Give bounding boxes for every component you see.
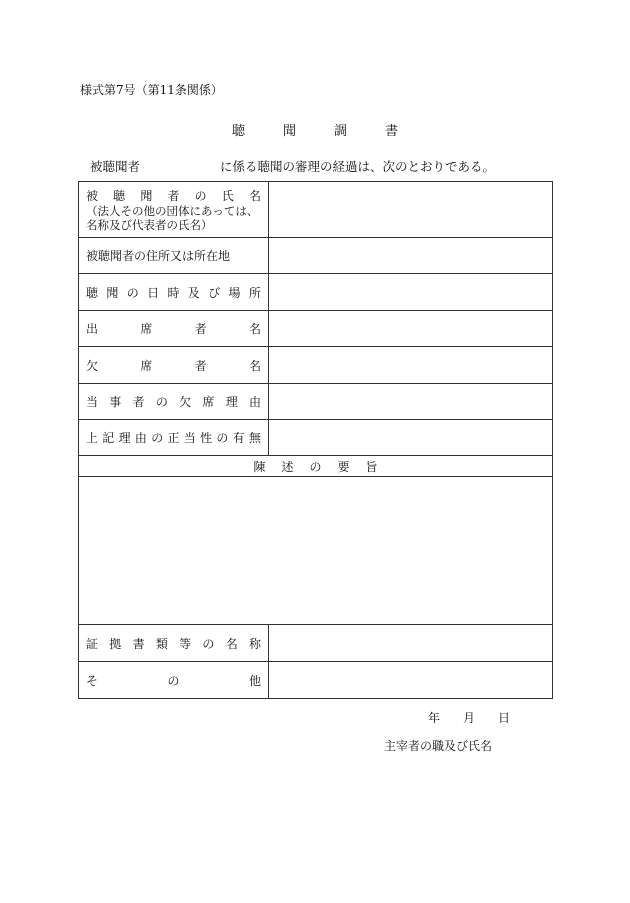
label-other: そ の 他 (79, 662, 269, 699)
value-evidence[interactable] (269, 625, 553, 662)
value-other[interactable] (269, 662, 553, 699)
date-line (428, 709, 533, 726)
presiding-official-label: 主宰者の職及び氏名 (384, 739, 493, 753)
title-char: 調 (334, 124, 348, 139)
label-justification: 上 記 理 由 の 正 当 性 の 有 無 (79, 420, 269, 456)
row-evidence (79, 625, 553, 662)
label-datetime: 聴 聞 の 日 時 及 び 場 所 (79, 274, 269, 311)
label-evidence: 証 拠 書 類 等 の 名 称 (79, 625, 269, 662)
row-justification (79, 420, 553, 456)
label-name (79, 182, 269, 238)
year-label: 年 (428, 711, 441, 725)
row-name (79, 182, 553, 238)
value-absence-reason[interactable] (269, 384, 553, 420)
value-name[interactable] (269, 182, 553, 238)
value-justification[interactable] (269, 420, 553, 456)
label-name-note: （法人その他の団体にあっては、名称及び代表者の氏名） (86, 204, 259, 232)
month-label: 月 (463, 711, 476, 725)
value-statement[interactable] (79, 477, 553, 625)
value-datetime[interactable] (269, 274, 553, 311)
label-absence-reason: 当 事 者 の 欠 席 理 由 (79, 384, 269, 420)
label-absentees: 欠 席 者 名 (79, 347, 269, 384)
title-char: 書 (385, 124, 399, 139)
title-char: 聞 (282, 124, 296, 139)
intro-text: に係る聴聞の審理の経過は、次のとおりである。 (220, 159, 496, 174)
label-attendees: 出 席 者 名 (79, 311, 269, 347)
statement-heading: 陳 述 の 要 旨 (79, 456, 553, 477)
value-absentees[interactable] (269, 347, 553, 384)
intro-subject: 被聴聞者 (90, 159, 141, 174)
day-label: 日 (498, 711, 511, 725)
label-address: 被聴聞者の住所又は所在地 (79, 238, 269, 274)
row-absence-reason (79, 384, 553, 420)
title-char: 聴 (231, 124, 245, 139)
value-address[interactable] (269, 238, 553, 274)
row-statement-heading (79, 456, 553, 477)
form-number: 様式第7号（第11条関係） (80, 83, 223, 97)
row-other (79, 662, 553, 699)
row-attendees (79, 311, 553, 347)
row-statement (79, 477, 553, 625)
document-title (0, 120, 630, 139)
row-absentees (79, 347, 553, 384)
label-name-main: 被 聴 聞 者 の 氏 名 (86, 189, 261, 203)
value-attendees[interactable] (269, 311, 553, 347)
row-address (79, 238, 553, 274)
row-datetime (79, 274, 553, 311)
hearing-record-table (78, 181, 553, 699)
intro-line (90, 157, 495, 175)
